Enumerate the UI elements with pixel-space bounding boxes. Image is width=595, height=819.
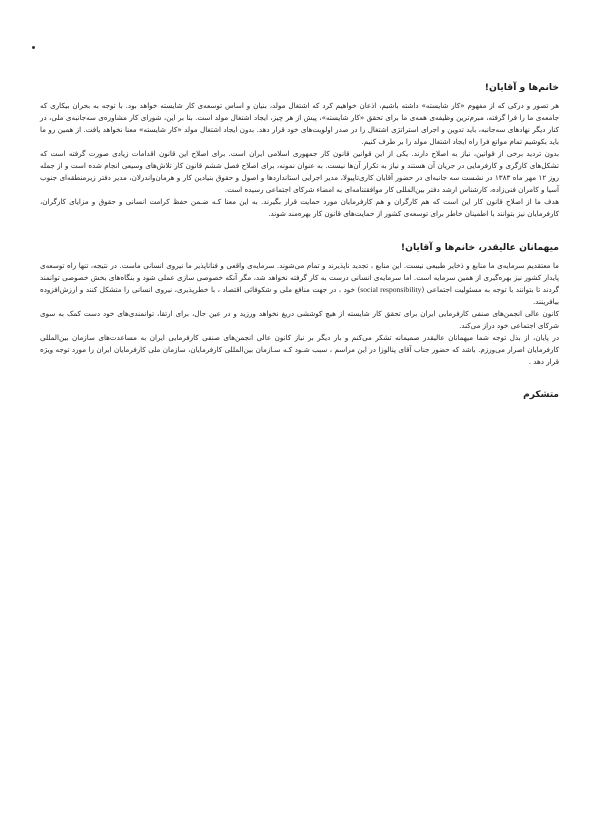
section2-paragraph-1-start: ما معتقدیم سرمایه‌ی ما منابع و ذخایر طبیعی نیست. این منابع ، تجدید ناپذیرند و تمام می‌شوند. سرمایه‌ی واقعی و فناناپذیر ما نیروی انسانی ماست. در نتیجه، تنها راه توسعه‌ی پایدار کشور نیز بهره‌گیری از همین سرمایه است. اما سرمایه‌ی انسانی درست به کار گرفته نخواهد شد، مگر آنکه خصوصی سازی عملی شود و بنگاه‌های بخش خصوصی توانمند گردند تا بتوانند با توجه به مسئولیت اجتماعی ( [40, 260, 559, 294]
section2-paragraph-3: در پایان، از بذل توجه شما میهمانان عالیقدر صمیمانه تشکر می‌کنم و بار دیگر بر نیاز کانون عالی انجمن‌های صنفی کارفرمایی ایران به مساعدت‌های سازمان بین‌المللی کارفرمایان اصرار می‌ورزم. باشد که حضور جناب آقای پنالوزا در این مراسم ، سبب شـود کـه سـازمان بین‌المللی کارفرمایان، سازمان ملی کارفرمایان ایران را مورد توجه ویژه قرار دهد . [40, 332, 559, 366]
closing-thanks: متشکرم [523, 389, 559, 400]
section1-paragraph-3: هدف ما از اصلاح قانون کار این است که هم کارگران و هم کارفرمایان مورد حمایت قرار بگیرند. به این معنا کـه ضـمن حفظ کرامت انسانی و حقوق و مزایای کارگران، کارفرمایان نیز بتوانند با اطمینان خاطر برای توسعه‌ی کشور از حمایت‌های قانون کار بهره‌مند شوند. [40, 196, 559, 218]
section1-paragraph-2: بدون تردید برخی از قوانین، نیاز به اصلاح دارند. یکی از این قوانین قانون کار جمهوری اسلامی ایران است. برای اصلاح این قانون اقدامات زیادی صورت گرفته است که تشکل‌های کارگری و کارفرمایی در جریان آن هستند و نیاز به تکرار آن‌ها نیست. به عنوان نمونه، برای اصلاح فصل ششم قانون کار تلاش‌های وسیعی انجام شده است و از جمله روز ۱۲ مهر ماه ۱۳۸۳ در نشست سه جانبه‌ای در حضور آقایان کاری‌تاپیولا، مدیر اجرایی استانداردها و اصول و حقوق بنیادین کار و هرمان‌واندرلان، مدیر دفتر زیرمنطقه‌ای جنوب آسیا و کامران فنی‌زاده، کارشناس ارشد دفتر بین‌المللی کار موافقتنامه‌ای به امضاء شرکای اجتماعی رسیده است. [40, 148, 560, 194]
section2-paragraph-1 [40, 260, 559, 308]
section1-paragraph-1: هر تصور و درکی که از مفهوم «کار شایسته» داشته باشیم، اذعان خواهیم کرد که اشتغال مولد، بنیان و اساس توسعه‌ی کار شایسته خواهد بود. با توجه به بحران بیکاری که جامعه‌ی ما را فرا گرفته، مبرم‌ترین وظیفه‌ی همه‌ی ما برای تحقق «کار شایسته»، پیش از هر چیز، ایجاد اشتغال مولد است. بنا بر این، شورای کار مشاوره‌ی سه‌جانبه‌ی ملی، در کنار دیگر نهادهای سه‌جانبه، باید تدوین و اجرای استراتژی اشتغال را در صدر اولویت‌های خود قرار دهد. بدون ایجاد اشتغال مولد «کار شایسته» معنا نخواهد یافت. از همین رو ما باید بکوشیم تمام موانع فرا راه ایجاد اشتغال مولد را بر طرف کنیم. [40, 100, 559, 146]
section2-paragraph-1-end: ) خود ، در جهت منافع ملی و شکوفائی اقتصاد ، با خطرپذیری، نیروی انسانی را متشکل کنند و ارزش‌افزوده بیافرینند. [40, 284, 559, 306]
section1-heading: خانم‌ها و آقایان! [484, 82, 559, 93]
social-responsibility-term: social responsibility [360, 284, 422, 294]
section-spacer [40, 220, 559, 242]
section2-paragraph-2: کانون عالی انجمن‌های صنفی کارفرمایی ایران برای تحقق کار شایسته از هیچ کوششی دریغ نخواهد ورزید و در عین حال، برای ارتقا، توانمندی‌های خود دست کمک به سوی شرکای اجتماعی خود دراز می‌کند. [40, 308, 559, 330]
section2-heading: میهمانان عالیقدر، خانم‌ها و آقایان! [400, 241, 559, 253]
scan-mark [32, 46, 35, 49]
